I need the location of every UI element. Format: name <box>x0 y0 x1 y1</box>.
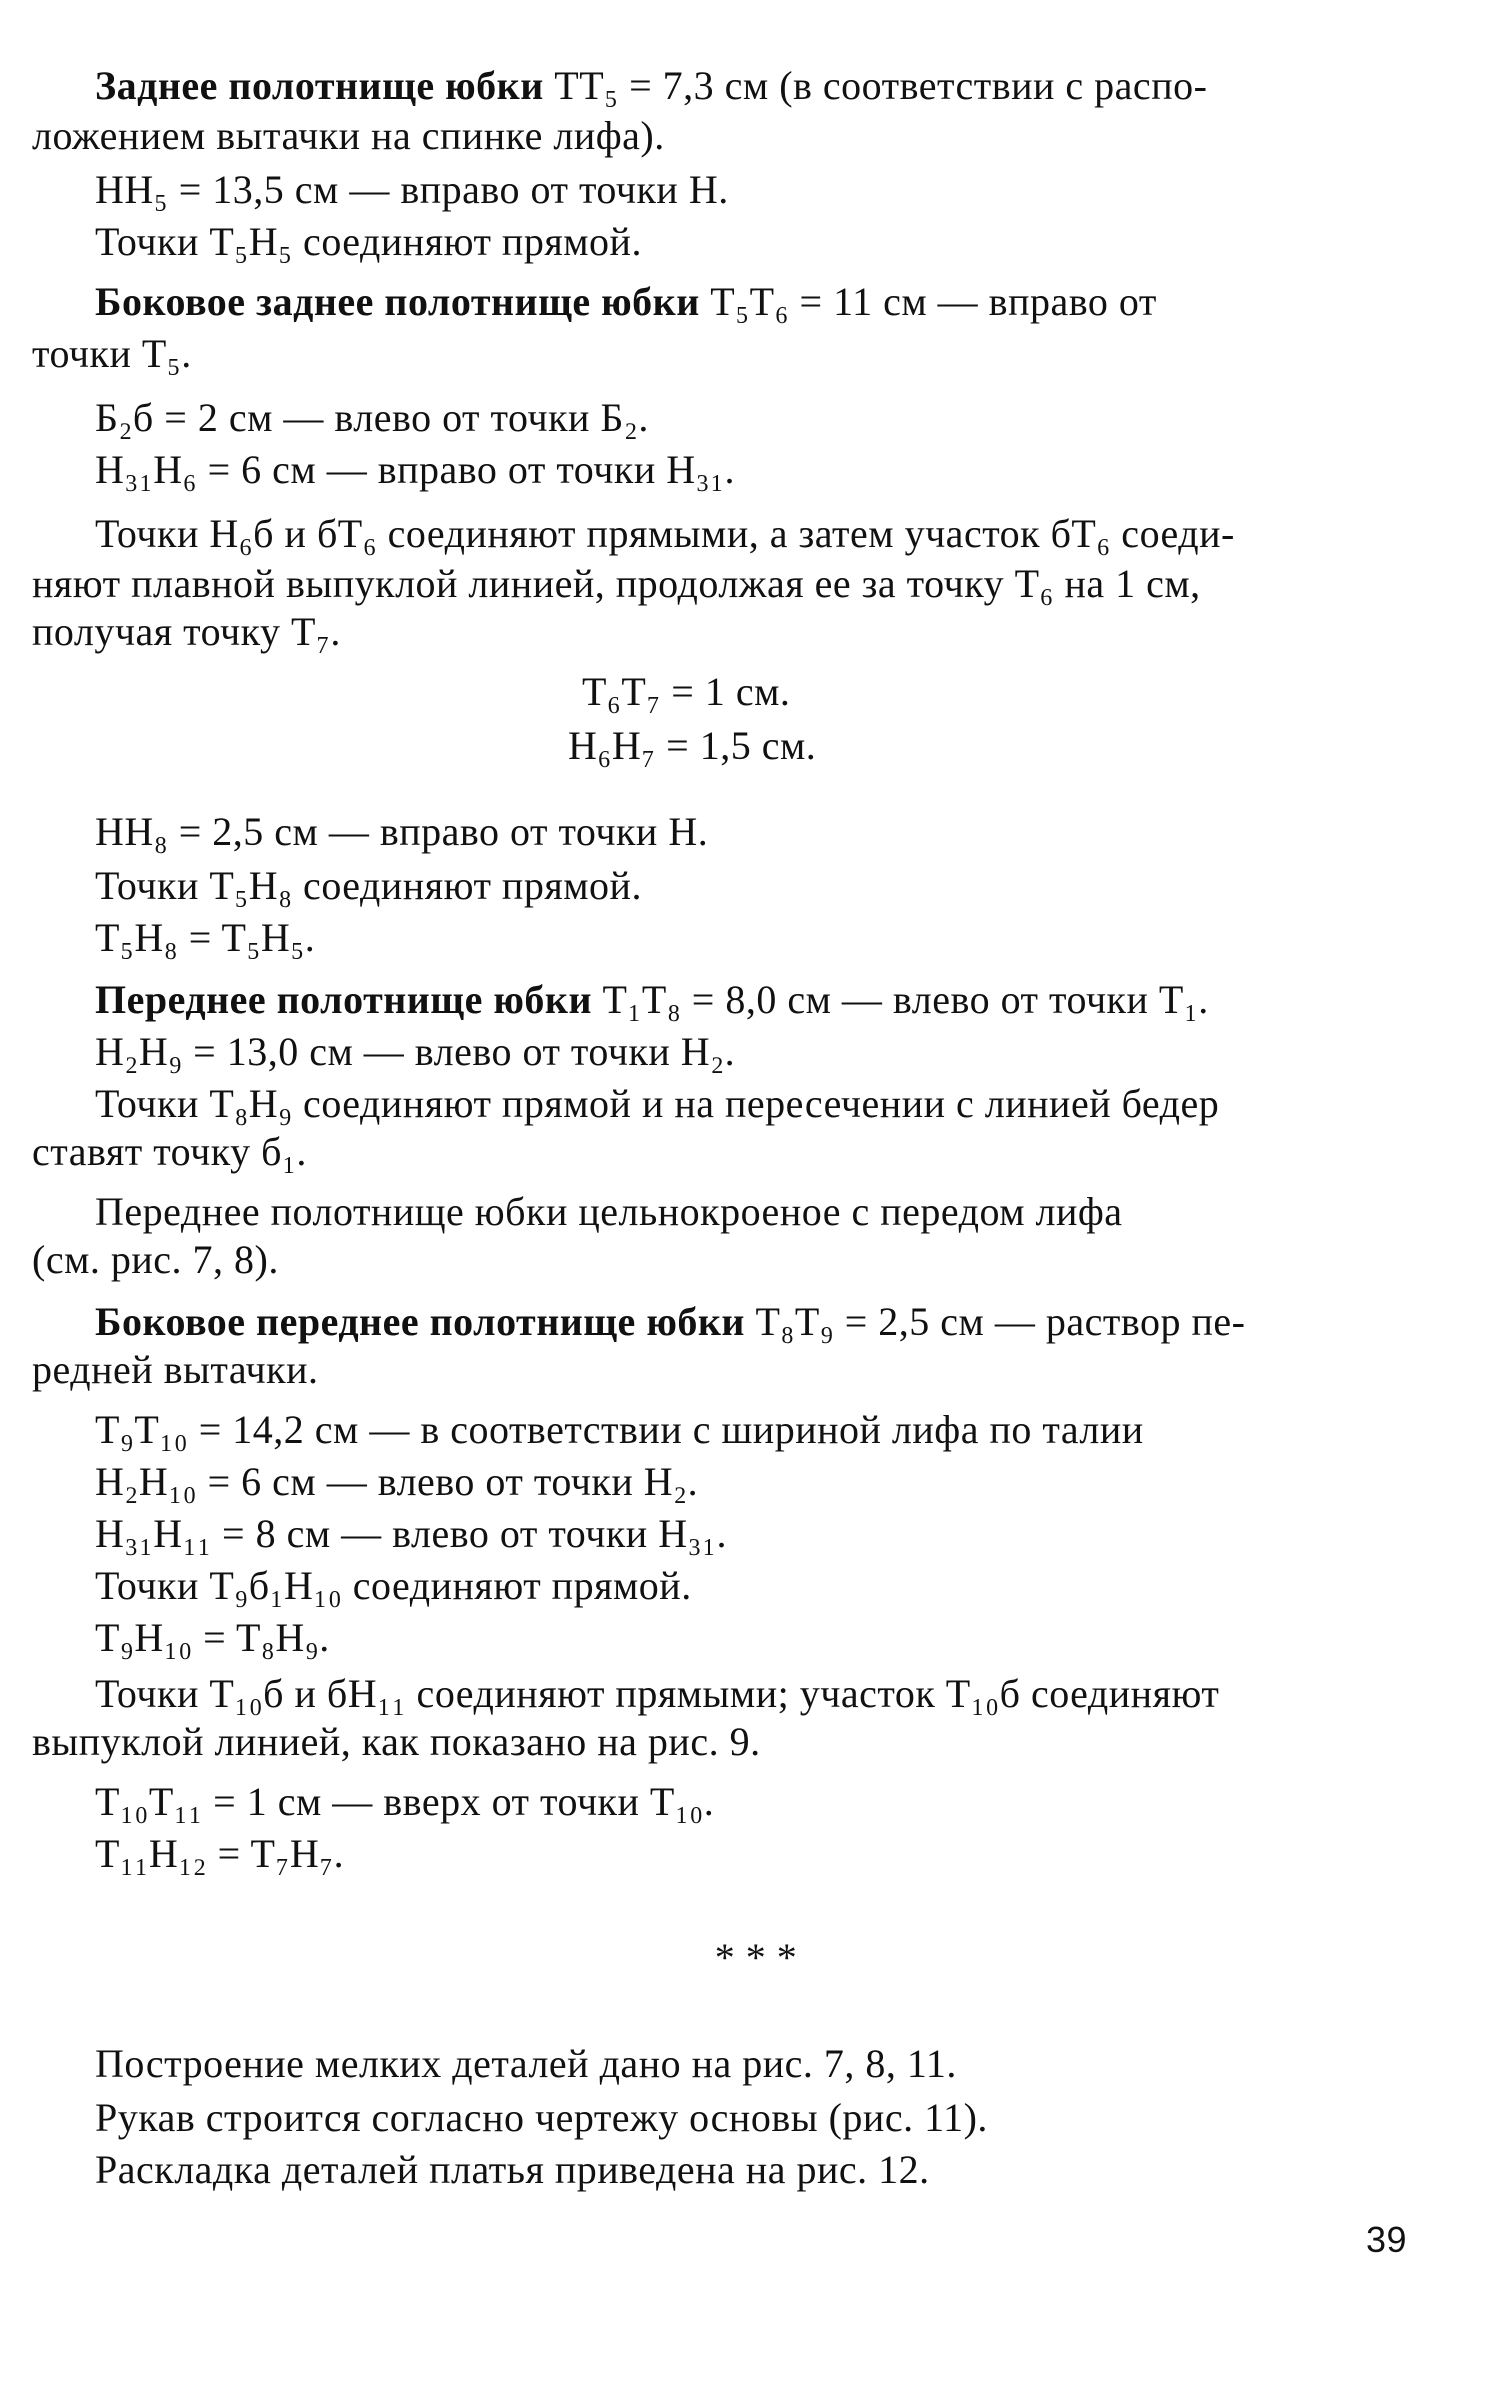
bold-heading: Переднее полотнище юбки <box>95 977 592 1022</box>
formula-line: H₆H₇ = 1,5 см. <box>568 723 817 768</box>
section-separator: * * * <box>714 1935 798 1980</box>
text-line: T₉T₁₀ = 14,2 см — в соответствии с шириной лифа по талии <box>95 1407 1144 1452</box>
text-line: (см. рис. 7, 8). <box>32 1237 279 1282</box>
text-line: получая точку T₇. <box>32 609 341 654</box>
bold-heading: Заднее полотнище юбки <box>95 63 544 108</box>
bold-heading: Боковое переднее полотнище юбки <box>95 1299 745 1344</box>
text-line: ложением вытачки на спинке лифа). <box>32 113 665 158</box>
text-line: Точки T₁₀б и бH₁₁ соединяют прямыми; участок T₁₀б соединяют <box>95 1671 1220 1716</box>
text-line: T₁₁H₁₂ = T₇H₇. <box>95 1831 345 1876</box>
text-line: T₁₀T₁₁ = 1 см — вверх от точки T₁₀. <box>95 1779 715 1824</box>
text-line: Точки T₉б₁H₁₀ соединяют прямой. <box>95 1563 692 1608</box>
text-line: Б₂б = 2 см — влево от точки Б₂. <box>95 395 649 440</box>
text-line: HH₈ = 2,5 см — вправо от точки H. <box>95 809 709 854</box>
text-line: H₃₁H₆ = 6 см — вправо от точки H₃₁. <box>95 447 735 492</box>
text-line: H₂H₁₀ = 6 см — влево от точки H₂. <box>95 1459 699 1504</box>
text-line: Заднее полотнище юбки TT₅ = 7,3 см (в соответствии с распо- <box>95 63 1208 108</box>
text-line: выпуклой линией, как показано на рис. 9. <box>32 1719 761 1764</box>
text-line: Точки H₆б и бT₆ соединяют прямыми, а затем участок бT₆ соеди- <box>95 511 1235 556</box>
text-line: Точки T₅H₅ соединяют прямой. <box>95 219 642 264</box>
text-line: Переднее полотнище юбки цельнокроеное с передом лифа <box>95 1189 1123 1234</box>
text-line: няют плавной выпуклой линией, продолжая ее за точку T₆ на 1 см, <box>32 561 1201 606</box>
text-line: Построение мелких деталей дано на рис. 7, 8, 11. <box>95 2041 957 2086</box>
text-line: Переднее полотнище юбки T₁T₈ = 8,0 см — влево от точки T₁. <box>95 977 1209 1022</box>
text-line: Точки T₅H₈ соединяют прямой. <box>95 863 642 908</box>
text-line: ставят точку б₁. <box>32 1129 307 1174</box>
text-line: Точки T₈H₉ соединяют прямой и на пересечении с линией бедер <box>95 1081 1220 1126</box>
page-number: 39 <box>1366 2219 1408 2260</box>
bold-heading: Боковое заднее полотнище юбки <box>95 279 700 324</box>
text-line: T₉H₁₀ = T₈H₉. <box>95 1615 330 1660</box>
text-line: редней вытачки. <box>32 1347 319 1392</box>
text-line: H₃₁H₁₁ = 8 см — влево от точки H₃₁. <box>95 1511 727 1556</box>
text-line: точки T₅. <box>32 331 192 376</box>
text-line: H₂H₉ = 13,0 см — влево от точки H₂. <box>95 1029 736 1074</box>
text-line: Рукав строится согласно чертежу основы (рис. 11). <box>95 2095 988 2140</box>
text-line: Раскладка деталей платья приведена на рис. 12. <box>95 2147 930 2192</box>
text-line: HH₅ = 13,5 см — вправо от точки H. <box>95 167 729 212</box>
text-line: Боковое заднее полотнище юбки T₅T₆ = 11 см — вправо от <box>95 279 1157 324</box>
text-line: T₅H₈ = T₅H₅. <box>95 915 316 960</box>
formula-line: T₆T₇ = 1 см. <box>582 669 791 714</box>
text-line: Боковое переднее полотнище юбки T₈T₉ = 2,5 см — раствор пе- <box>95 1299 1246 1344</box>
